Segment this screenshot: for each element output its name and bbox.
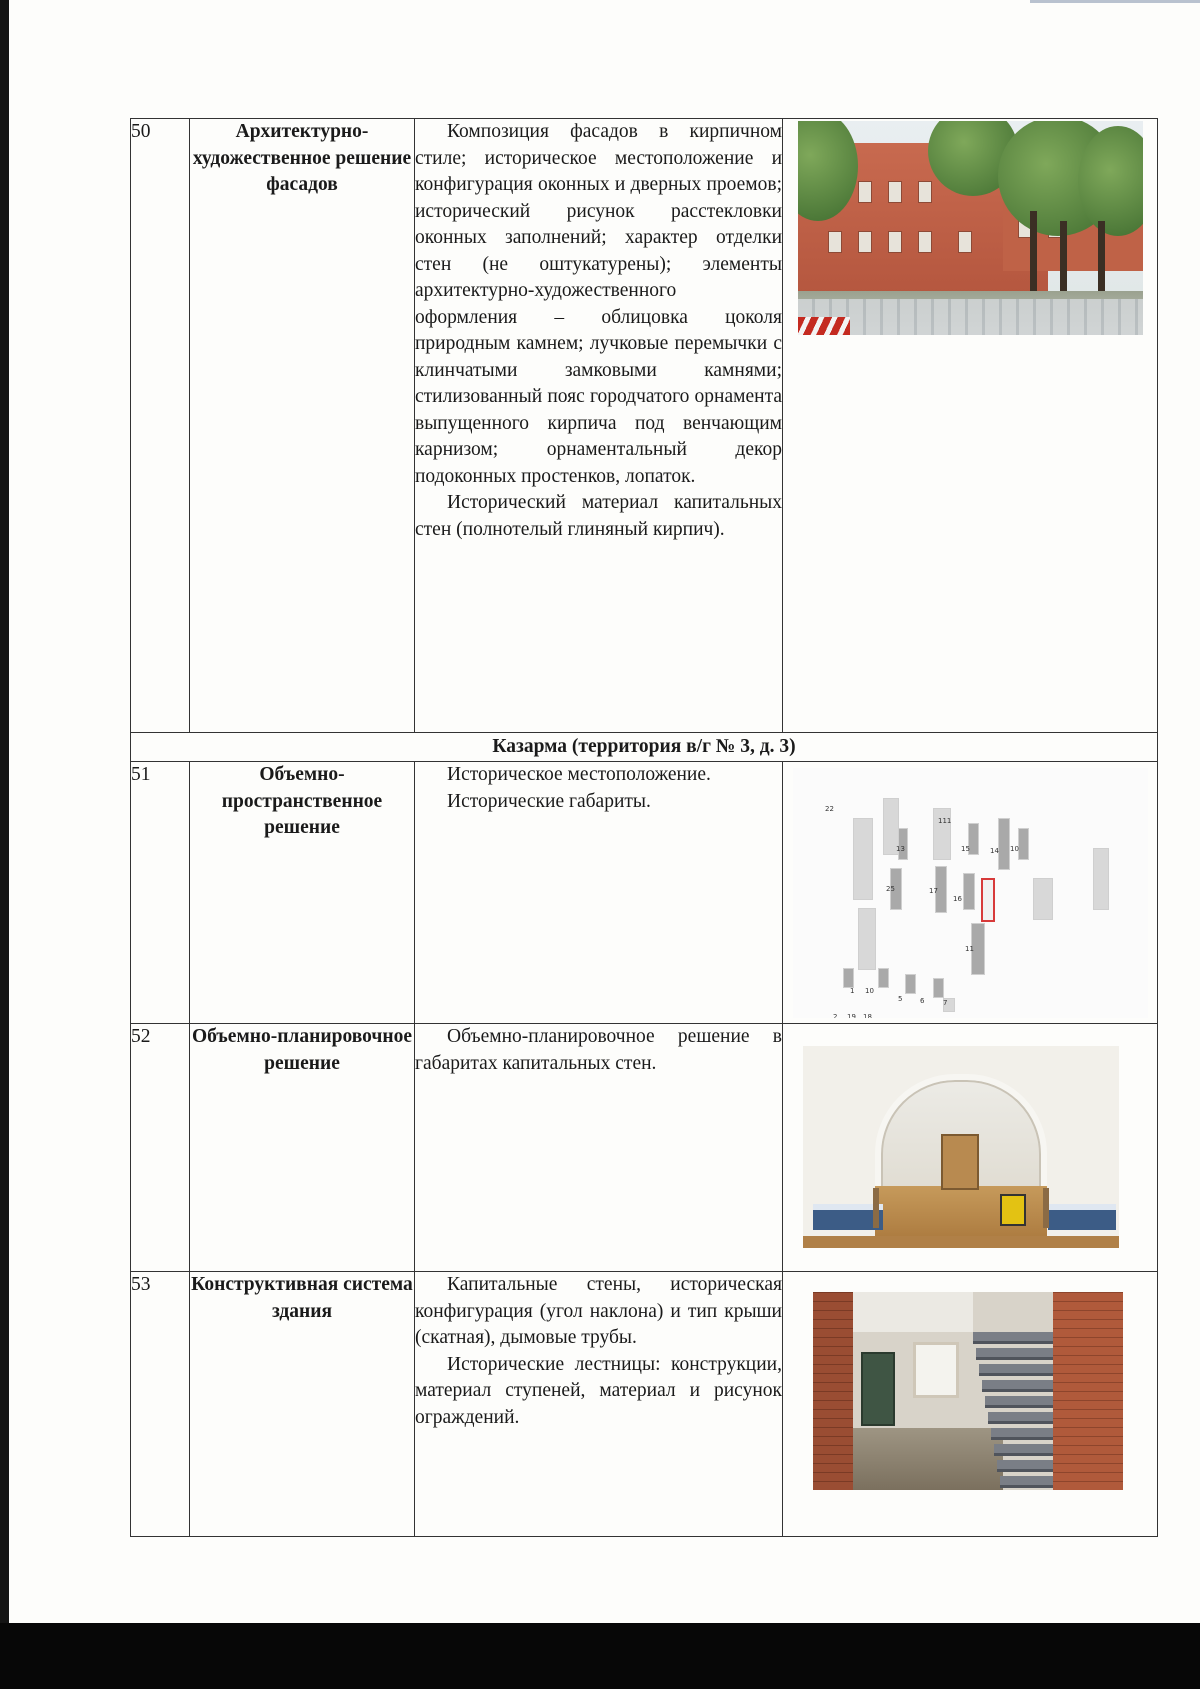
element-name: Конструктивная система здания [190, 1272, 415, 1537]
element-name: Объемно-планировочное решение [190, 1024, 415, 1272]
row-number: 52 [131, 1024, 190, 1272]
facade-photo [798, 121, 1143, 335]
plan-label: 111 [938, 817, 952, 825]
description-paragraph: Капитальные стены, историческая конфигурация (угол наклона) и тип крыши (скатная), дымовые трубы. [415, 1274, 782, 1348]
table-row-53 [131, 1272, 1158, 1537]
plan-label: 17 [929, 887, 938, 895]
image-cell [783, 1024, 1158, 1272]
element-description [415, 762, 783, 1024]
plan-label: 18 [863, 1013, 872, 1018]
staircase-photo [813, 1292, 1123, 1490]
plan-label: 15 [961, 845, 970, 853]
description-paragraph: Исторические лестницы: конструкции, материал ступеней, материал и рисунок ограждений. [415, 1353, 782, 1428]
section-header-row [131, 733, 1158, 762]
table-row-52 [131, 1024, 1158, 1272]
elements-table [130, 118, 1158, 1537]
plan-label: 11 [965, 945, 974, 953]
plan-label: 5 [898, 995, 903, 1003]
plan-label: 19 [847, 1013, 856, 1018]
element-description [415, 1272, 783, 1537]
image-cell [783, 1272, 1158, 1537]
table-row-50 [131, 119, 1158, 733]
row-number: 50 [131, 119, 190, 733]
plan-label: 14 [990, 847, 999, 855]
image-cell [783, 762, 1158, 1024]
plan-label: 1 [850, 987, 855, 995]
description-paragraph: Исторические габариты. [447, 790, 651, 812]
plan-label: 6 [920, 997, 925, 1005]
interior-photo [803, 1046, 1119, 1248]
plan-label: 10 [865, 987, 874, 995]
plan-label: 2 [833, 1013, 838, 1018]
element-name: Архитектурно-художественное решение фасадов [190, 119, 415, 733]
description-paragraph: Историческое местоположение. [447, 764, 711, 785]
plan-label: 22 [825, 805, 834, 813]
row-number: 51 [131, 762, 190, 1024]
element-description [415, 1024, 783, 1272]
scan-top-mark [1030, 0, 1200, 3]
site-plan-scheme [793, 768, 1148, 1018]
element-name: Объемно-пространственное решение [190, 762, 415, 1024]
description-paragraph: Исторический материал капитальных стен (полнотелый глиняный кирпич). [415, 492, 782, 540]
scan-left-edge [0, 0, 9, 1689]
plan-label: 10 [1010, 845, 1019, 853]
plan-label: 25 [886, 885, 895, 893]
image-cell [783, 119, 1158, 733]
plan-label: 13 [896, 845, 905, 853]
scan-bottom-edge [0, 1623, 1200, 1689]
plan-label: 7 [943, 999, 948, 1007]
plan-label: 16 [953, 895, 962, 903]
element-description [415, 119, 783, 733]
row-number: 53 [131, 1272, 190, 1537]
description-paragraph: Объемно-планировочное решение в габаритах капитальных стен. [415, 1026, 782, 1074]
section-title: Казарма (территория в/г № 3, д. 3) [131, 733, 1158, 762]
description-paragraph: Композиция фасадов в кирпичном стиле; историческое местоположение и конфигурация оконных и дверных проемов; исторический рисунок расстекловки оконных заполнений; характер отделки стен (не оштукатурены); элементы архитектурно-художественного оформления – облицовка цоколя природным камнем; лучковые перемычки с клинчатыми замковыми камнями; стилизованный пояс городчатого орнамента выпущенного кирпича под венчающим карнизом; орнаментальный декор подоконных простенков, лопаток. [415, 121, 782, 487]
table-row-51 [131, 762, 1158, 1024]
